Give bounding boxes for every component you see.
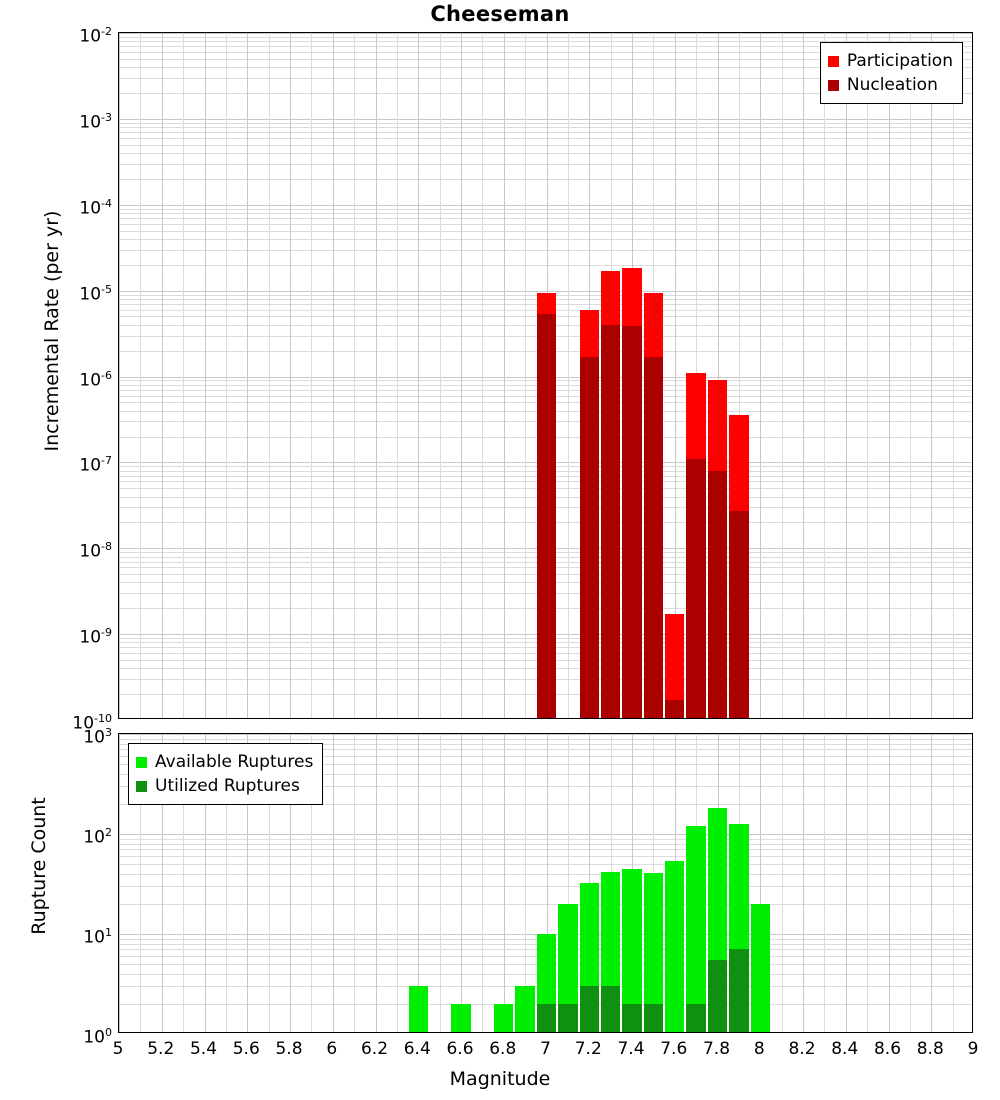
x-tick-label: 8.6 — [873, 1039, 902, 1059]
bar — [537, 1004, 556, 1033]
bar — [622, 326, 641, 719]
legend-label-utilized: Utilized Ruptures — [155, 775, 300, 796]
bar — [451, 1004, 470, 1033]
legend-item-nucleation — [828, 73, 953, 97]
y-tick-label: $10^{-9}$ — [79, 626, 112, 648]
bar — [644, 357, 663, 719]
y-axis-label-bottom: Rupture Count — [28, 797, 50, 935]
rupture-count-plot — [118, 733, 973, 1033]
legend-swatch-participation — [828, 56, 839, 67]
legend-swatch-nucleation — [828, 80, 839, 91]
bar — [708, 960, 727, 1033]
y-tick-label: $10^{-5}$ — [79, 282, 112, 305]
legend-top — [820, 42, 963, 104]
legend-item-available-ruptures — [136, 750, 313, 774]
bar — [686, 459, 705, 719]
bar — [515, 986, 534, 1033]
legend-item-utilized-ruptures — [136, 774, 313, 798]
bar — [558, 1004, 577, 1033]
y-tick-label: $10^{-10}$ — [72, 712, 112, 734]
x-tick-label: 5 — [112, 1039, 124, 1059]
chart-title: Cheeseman — [430, 2, 570, 26]
y-tick-label: $10^{-6}$ — [79, 368, 112, 391]
bar — [751, 904, 770, 1033]
bar — [409, 986, 428, 1033]
x-tick-label: 7.2 — [574, 1039, 602, 1059]
x-tick-label: 8 — [753, 1039, 765, 1059]
x-tick-label: 7.8 — [702, 1039, 731, 1059]
x-tick-label: 9 — [967, 1039, 979, 1059]
x-tick-label: 5.6 — [232, 1039, 260, 1059]
bar — [729, 511, 748, 719]
x-axis-label: Magnitude — [449, 1068, 551, 1090]
x-tick-label: 6.6 — [446, 1039, 474, 1059]
bar — [729, 949, 748, 1033]
y-tick-label: $10^{-8}$ — [79, 540, 112, 562]
x-tick-label: 6.8 — [489, 1039, 517, 1059]
x-tick-label: 5.8 — [275, 1039, 303, 1059]
bar — [580, 986, 599, 1033]
y-tick-label: $10^{-4}$ — [79, 196, 112, 219]
y-tick-label: $10^{-3}$ — [79, 110, 112, 133]
bars-top — [119, 33, 972, 718]
x-tick-label: 7.4 — [617, 1039, 645, 1059]
bar — [665, 700, 684, 719]
legend-label-available: Available Ruptures — [155, 751, 314, 772]
y-tick-label: $10^0$ — [83, 1026, 112, 1048]
x-tick-label: 8.2 — [788, 1039, 816, 1059]
y-tick-label: $10^3$ — [83, 726, 112, 748]
x-tick-label: 8.8 — [916, 1039, 944, 1059]
legend-label-nucleation: Nucleation — [846, 74, 938, 95]
y-tick-label: $10^1$ — [83, 926, 112, 948]
x-tick-label: 6.2 — [360, 1039, 389, 1059]
bar — [580, 357, 599, 719]
bar — [537, 314, 556, 719]
x-tick-label: 6.4 — [403, 1039, 431, 1059]
x-tick-label: 5.4 — [189, 1039, 218, 1059]
bar — [708, 471, 727, 719]
legend-swatch-utilized — [136, 781, 147, 792]
bar — [601, 325, 620, 719]
x-tick-label: 7.6 — [660, 1039, 688, 1059]
bar — [686, 1004, 705, 1033]
bar — [644, 1004, 663, 1033]
y-tick-label: $10^2$ — [83, 826, 112, 848]
x-tick-label: 8.4 — [831, 1039, 859, 1059]
legend-item-participation — [828, 49, 953, 73]
legend-swatch-available — [136, 757, 147, 768]
bar — [601, 986, 620, 1033]
y-tick-label: $10^{-2}$ — [79, 25, 112, 47]
y-tick-label: $10^{-7}$ — [79, 454, 112, 477]
incremental-rate-plot — [118, 32, 973, 719]
legend-bottom — [128, 743, 323, 805]
x-tick-label: 5.2 — [147, 1039, 175, 1059]
x-tick-label: 6 — [326, 1039, 338, 1059]
bar — [494, 1004, 513, 1033]
bar — [686, 826, 705, 1033]
bar — [622, 1004, 641, 1033]
legend-label-participation: Participation — [846, 50, 953, 71]
y-axis-label-top: Incremental Rate (per yr) — [41, 210, 63, 452]
bar — [665, 861, 684, 1033]
x-tick-label: 7 — [540, 1039, 551, 1059]
